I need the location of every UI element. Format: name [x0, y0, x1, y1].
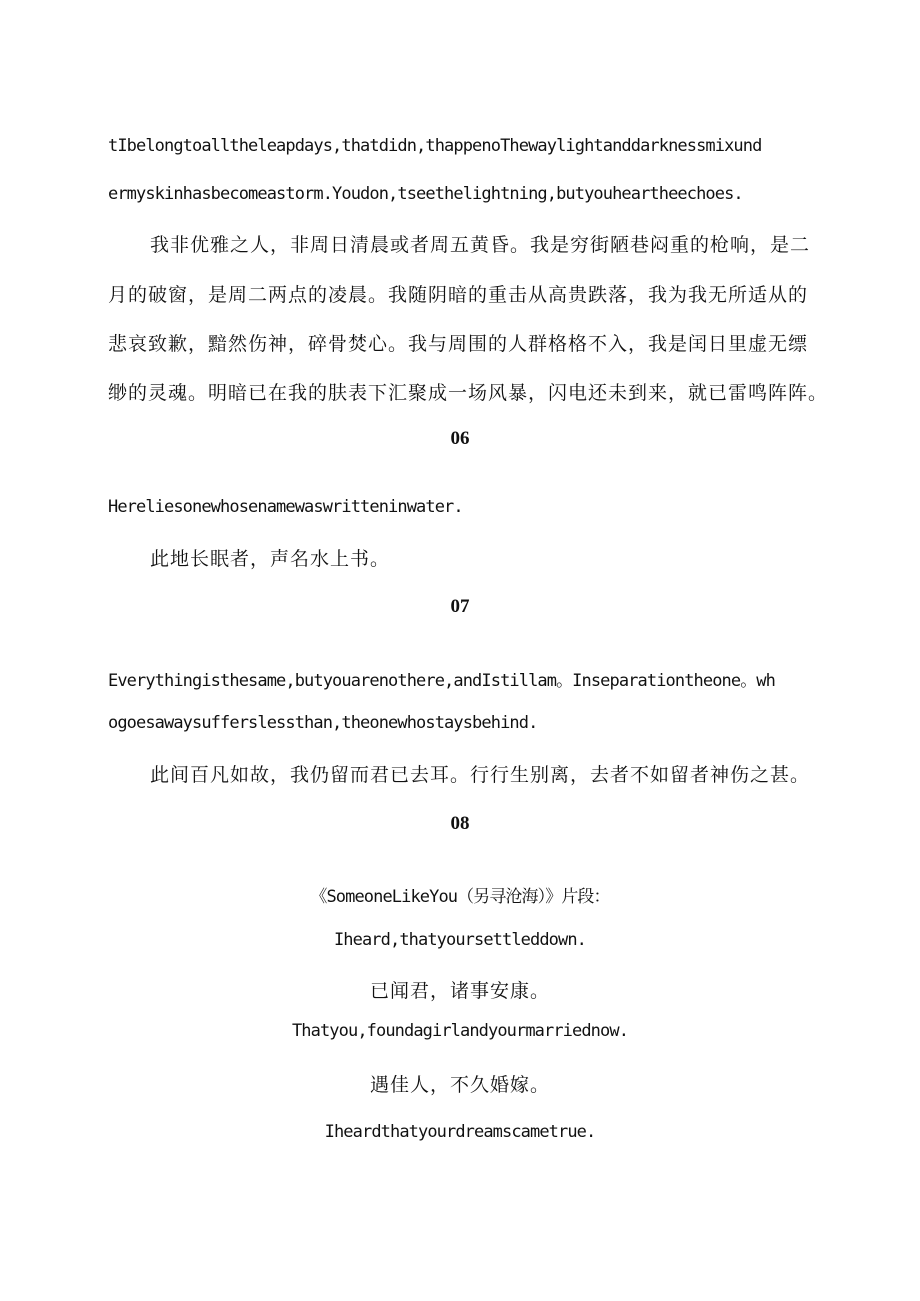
paragraph-en-line: Everythingisthesame,butyouarenothere,andIstillam。Inseparationtheone。wh — [108, 671, 775, 691]
section-heading: 07 — [450, 596, 470, 617]
lyric-line: Thatyou,foundagirlandyourmarriednow. — [291, 1021, 629, 1041]
paragraph-cn-line: 我非优雅之人，非周日清晨或者周五黄昏。我是穷街陋巷闷重的枪响，是二 — [150, 234, 811, 256]
lyric-line: Iheard,thatyoursettleddown. — [333, 930, 587, 950]
paragraph-cn-line: 此地长眠者，声名水上书。 — [150, 548, 391, 570]
paragraph-en-line: ogoesawaysufferslessthan,theonewhostaysbehind. — [108, 713, 538, 733]
section-heading: 08 — [450, 813, 470, 834]
paragraph-cn-line: 月的破窗，是周二两点的凌晨。我随阴暗的重击从高贵跌落，我为我无所适从的 — [108, 284, 809, 306]
lyrics-intro: 《SomeoneLikeYou（另寻沧海）》片段： — [310, 887, 610, 907]
lyric-line: Iheardthatyourdreamscametrue. — [324, 1122, 596, 1142]
lyric-line: 遇佳人，不久婚嫁。 — [369, 1074, 550, 1096]
paragraph-cn-line: 缈的灵魂。明暗已在我的肤表下汇聚成一场风暴，闪电还未到来，就已雷鸣阵阵。 — [108, 382, 829, 404]
paragraph-en-line: tIbelongtoalltheleapdays,thatdidn,thappenoThewaylightanddarknessmixund — [108, 136, 762, 156]
section-heading: 06 — [450, 428, 470, 449]
paragraph-cn-line: 悲哀致歉，黯然伤神，碎骨焚心。我与周围的人群格格不入，我是闰日里虚无缥 — [108, 333, 809, 355]
paragraph-cn-line: 此间百凡如故，我仍留而君已去耳。行行生别离，去者不如留者神伤之甚。 — [150, 764, 811, 786]
paragraph-en-line: ermyskinhasbecomeastorm.Youdon,tseethelightning,butyouheartheechoes. — [108, 184, 743, 204]
lyric-line: 已闻君，诸事安康。 — [369, 980, 550, 1002]
paragraph-en-line: Hereliesonewhosenamewaswritteninwater. — [108, 497, 463, 517]
